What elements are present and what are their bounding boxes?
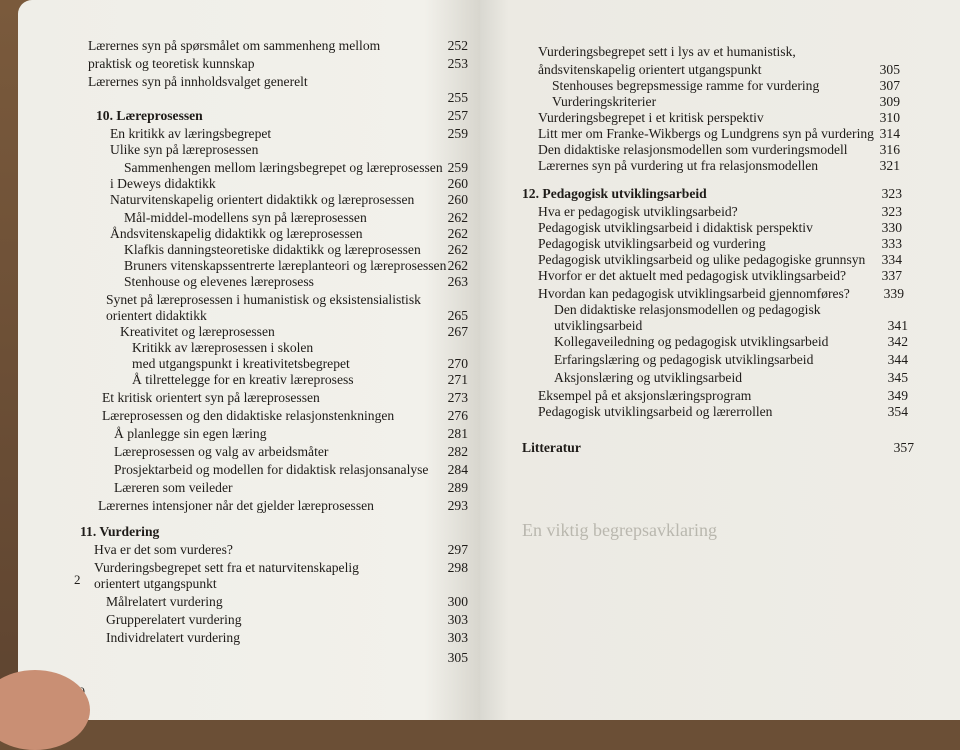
toc-entry-title: Læreprosessen og valg av arbeidsmåter xyxy=(114,444,329,459)
toc-entry xyxy=(102,408,468,424)
toc-entry-page: 303 xyxy=(447,612,468,627)
toc-entry xyxy=(538,268,902,284)
toc-entry xyxy=(538,142,900,158)
toc-entry-title: Vurderingsbegrepet sett fra et naturvitenskapelig xyxy=(94,560,359,575)
toc-entry xyxy=(106,630,468,646)
toc-entry xyxy=(124,160,468,176)
toc-entry-page: 323 xyxy=(881,186,902,201)
toc-entry xyxy=(110,142,468,158)
toc-entry-title: Stenhouse og elevenes læreprosess xyxy=(124,274,314,289)
toc-entry xyxy=(538,388,908,404)
toc-entry-page: 262 xyxy=(447,258,468,273)
toc-entry xyxy=(106,650,468,666)
toc-entry-page: 262 xyxy=(447,242,468,257)
toc-entry-title: Prosjektarbeid og modellen for didaktisk relasjonsanalyse xyxy=(114,462,429,477)
margin-mark: 2 xyxy=(74,572,81,587)
toc-entry xyxy=(98,498,468,514)
toc-entry xyxy=(114,444,468,460)
toc-entry-title: 12. Pedagogisk utviklingsarbeid xyxy=(522,186,707,201)
toc-chapter-heading xyxy=(80,524,468,540)
toc-entry xyxy=(538,110,900,126)
toc-entry xyxy=(552,78,900,94)
toc-entry-page: 281 xyxy=(447,426,468,441)
toc-entry-page: 354 xyxy=(887,404,908,419)
toc-entry-page: 357 xyxy=(893,440,914,455)
toc-entry-page: 276 xyxy=(447,408,468,423)
toc-entry-page: 330 xyxy=(881,220,902,235)
toc-entry-title: Åndsvitenskapelig didaktikk og læreprosessen xyxy=(110,226,363,241)
toc-entry-page: 262 xyxy=(447,210,468,225)
toc-chapter-heading xyxy=(522,186,902,202)
toc-entry xyxy=(114,426,468,442)
toc-entry-title: Hvordan kan pedagogisk utviklingsarbeid gjennomføres? xyxy=(538,286,850,301)
toc-entry-title: Å planlegge sin egen læring xyxy=(114,426,267,441)
toc-entry xyxy=(114,480,468,496)
toc-entry-title: Individrelatert vurdering xyxy=(106,630,240,645)
toc-entry-page: 257 xyxy=(447,108,468,123)
toc-entry-title: Mål-middel-modellens syn på læreprosessen xyxy=(124,210,367,225)
toc-entry-title: Bruners vitenskapssentrerte læreplanteori og læreprosessen xyxy=(124,258,447,273)
toc-entry-title: Læreprosessen og den didaktiske relasjonstenkningen xyxy=(102,408,395,423)
toc-entry xyxy=(554,334,908,350)
toc-entry xyxy=(132,340,468,356)
toc-entry xyxy=(106,292,468,308)
toc-entry xyxy=(554,370,908,386)
toc-entry-title: med utgangspunkt i kreativitetsbegrepet xyxy=(132,356,350,371)
toc-entry-title: Aksjonslæring og utviklingsarbeid xyxy=(554,370,743,385)
toc-entry-page: 252 xyxy=(447,38,468,53)
toc-entry-title: orientert didaktikk xyxy=(106,308,207,323)
toc-entry-page: 321 xyxy=(879,158,900,173)
toc-entry-page: 255 xyxy=(447,90,468,105)
toc-entry xyxy=(124,210,468,226)
toc-entry-title: Kritikk av læreprosessen i skolen xyxy=(132,340,314,355)
toc-entry-page: 300 xyxy=(447,594,468,609)
toc-entry-title: Pedagogisk utviklingsarbeid og ulike pedagogiske grunnsyn xyxy=(538,252,866,267)
toc-chapter-heading xyxy=(522,440,914,456)
toc-entry-title: Læreren som veileder xyxy=(114,480,233,495)
toc-entry-page: 253 xyxy=(447,56,468,71)
toc-entry-title: Pedagogisk utviklingsarbeid og lærerrollen xyxy=(538,404,773,419)
toc-entry-title: Lærernes intensjoner når det gjelder læreprosessen xyxy=(98,498,374,513)
toc-entry-title: Hva er pedagogisk utviklingsarbeid? xyxy=(538,204,738,219)
toc-entry xyxy=(132,356,468,372)
toc-entry-title: Vurderingsbegrepet i et kritisk perspektiv xyxy=(538,110,764,125)
toc-entry xyxy=(88,56,468,72)
toc-entry xyxy=(114,462,468,478)
toc-entry xyxy=(538,286,904,302)
toc-entry-title: 10. Læreprosessen xyxy=(96,108,203,123)
toc-entry xyxy=(94,576,468,592)
toc-entry xyxy=(110,226,468,242)
toc-entry-title: Naturvitenskapelig orientert didaktikk og læreprosessen xyxy=(110,192,415,207)
toc-entry-page: 297 xyxy=(447,542,468,557)
toc-entry-page: 263 xyxy=(447,274,468,289)
toc-chapter-heading xyxy=(96,108,468,124)
toc-entry-title: åndsvitenskapelig orientert utgangspunkt xyxy=(538,62,762,77)
toc-entry-title: Klafkis danningsteoretiske didaktikk og læreprosessen xyxy=(124,242,421,257)
toc-entry-title: Vurderingsbegrepet sett i lys av et humanistisk, xyxy=(538,44,796,59)
toc-entry-title: Pedagogisk utviklingsarbeid i didaktisk perspektiv xyxy=(538,220,813,235)
toc-entry-title: Kreativitet og læreprosessen xyxy=(120,324,275,339)
toc-entry-page: 260 xyxy=(447,192,468,207)
toc-entry-title: Lærernes syn på spørsmålet om sammenheng mellom xyxy=(88,38,381,53)
toc-entry-page: 271 xyxy=(447,372,468,387)
toc-entry xyxy=(538,236,902,252)
toc-entry-page: 309 xyxy=(879,94,900,109)
toc-entry-title: i Deweys didaktikk xyxy=(110,176,216,191)
toc-entry-title: Vurderingskriterier xyxy=(552,94,657,109)
toc-entry xyxy=(88,90,468,106)
toc-entry-page: 323 xyxy=(881,204,902,219)
toc-entry xyxy=(538,44,900,60)
toc-entry-page: 349 xyxy=(887,388,908,403)
toc-entry-page: 307 xyxy=(879,78,900,93)
toc-entry-title: Litteratur xyxy=(522,440,581,455)
toc-entry xyxy=(106,594,468,610)
toc-entry-title: utviklingsarbeid xyxy=(554,318,643,333)
toc-entry-page: 305 xyxy=(879,62,900,77)
toc-entry xyxy=(554,302,908,318)
toc-entry-page: 265 xyxy=(447,308,468,323)
toc-entry-title: Pedagogisk utviklingsarbeid og vurdering xyxy=(538,236,766,251)
toc-entry-page: 267 xyxy=(447,324,468,339)
toc-entry xyxy=(106,308,468,324)
toc-entry-page: 305 xyxy=(447,650,468,665)
toc-entry xyxy=(102,390,468,406)
toc-entry xyxy=(110,192,468,208)
toc-entry-page: 289 xyxy=(447,480,468,495)
toc-entry-page: 284 xyxy=(447,462,468,477)
toc-entry xyxy=(538,252,902,268)
toc-entry-title: Målrelatert vurdering xyxy=(106,594,223,609)
toc-entry xyxy=(106,612,468,628)
toc-entry-title: Litt mer om Franke-Wikbergs og Lundgrens syn på vurdering xyxy=(538,126,874,141)
toc-entry xyxy=(132,372,468,388)
toc-entry-page: 293 xyxy=(447,498,468,513)
toc-entry-page: 259 xyxy=(447,160,468,175)
toc-entry-page: 316 xyxy=(879,142,900,157)
toc-entry xyxy=(538,220,902,236)
toc-entry-page: 282 xyxy=(447,444,468,459)
toc-entry-title: Stenhouses begrepsmessige ramme for vurdering xyxy=(552,78,820,93)
toc-entry xyxy=(110,126,468,142)
toc-entry xyxy=(538,126,900,142)
toc-entry-page: 334 xyxy=(881,252,902,267)
toc-entry xyxy=(538,404,908,420)
toc-entry-title: 11. Vurdering xyxy=(80,524,160,539)
toc-entry-page: 270 xyxy=(447,356,468,371)
toc-entry-title: Den didaktiske relasjonsmodellen som vurderingsmodell xyxy=(538,142,848,157)
toc-entry-title: Synet på læreprosessen i humanistisk og eksistensialistisk xyxy=(106,292,421,307)
toc-entry-title: Et kritisk orientert syn på læreprosessen xyxy=(102,390,320,405)
toc-entry-title: Å tilrettelegge for en kreativ læreprosess xyxy=(132,372,354,387)
toc-entry-title: Hva er det som vurderes? xyxy=(94,542,233,557)
toc-entry-page: 345 xyxy=(887,370,908,385)
toc-entry-title: orientert utgangspunkt xyxy=(94,576,217,591)
toc-entry-title: praktisk og teoretisk kunnskap xyxy=(88,56,255,71)
toc-entry xyxy=(538,204,902,220)
toc-entry xyxy=(124,274,468,290)
toc-entry-title: Hvorfor er det aktuelt med pedagogisk utviklingsarbeid? xyxy=(538,268,847,283)
toc-entry-title: Eksempel på et aksjonslæringsprogram xyxy=(538,388,752,403)
toc-entry-page: 344 xyxy=(887,352,908,367)
toc-entry xyxy=(94,542,468,558)
toc-entry xyxy=(94,560,468,576)
toc-entry-title: Sammenhengen mellom læringsbegrepet og læreprosessen xyxy=(124,160,443,175)
toc-entry-page: 260 xyxy=(447,176,468,191)
toc-entry-page: 314 xyxy=(879,126,900,141)
toc-entry-page: 298 xyxy=(447,560,468,575)
toc-entry xyxy=(124,242,468,258)
toc-entry-title: Ulike syn på læreprosessen xyxy=(110,142,259,157)
toc-entry-title: En kritikk av læringsbegrepet xyxy=(110,126,272,141)
toc-entry xyxy=(554,318,908,334)
toc-entry xyxy=(124,258,468,274)
toc-entry xyxy=(538,62,900,78)
toc-entry-title: Den didaktiske relasjonsmodellen og pedagogisk xyxy=(554,302,821,317)
toc-entry xyxy=(120,324,468,340)
toc-entry xyxy=(110,176,468,192)
bleed-through-heading: En viktig begrepsavklaring xyxy=(522,520,717,540)
toc-entry xyxy=(554,352,908,368)
toc-entry xyxy=(88,38,468,54)
toc-entry xyxy=(552,94,900,110)
toc-entry-title: Erfaringslæring og pedagogisk utviklingsarbeid xyxy=(554,352,814,367)
toc-entry-page: 341 xyxy=(887,318,908,333)
toc-entry-title: Grupperelatert vurdering xyxy=(106,612,242,627)
toc-entry-page: 303 xyxy=(447,630,468,645)
toc-entry xyxy=(538,158,900,174)
toc-entry-page: 273 xyxy=(447,390,468,405)
toc-entry-title: Lærernes syn på innholdsvalget generelt xyxy=(88,74,308,89)
toc-entry-page: 259 xyxy=(447,126,468,141)
toc-entry-title: Kollegaveiledning og pedagogisk utviklingsarbeid xyxy=(554,334,829,349)
toc-entry-page: 342 xyxy=(887,334,908,349)
toc-entry-page: 310 xyxy=(879,110,900,125)
toc-entry-page: 333 xyxy=(881,236,902,251)
toc-entry-page: 337 xyxy=(881,268,902,283)
toc-entry xyxy=(88,74,468,90)
toc-entry-page: 339 xyxy=(883,286,904,301)
toc-entry-title: Lærernes syn på vurdering ut fra relasjonsmodellen xyxy=(538,158,819,173)
toc-entry-page: 262 xyxy=(447,226,468,241)
